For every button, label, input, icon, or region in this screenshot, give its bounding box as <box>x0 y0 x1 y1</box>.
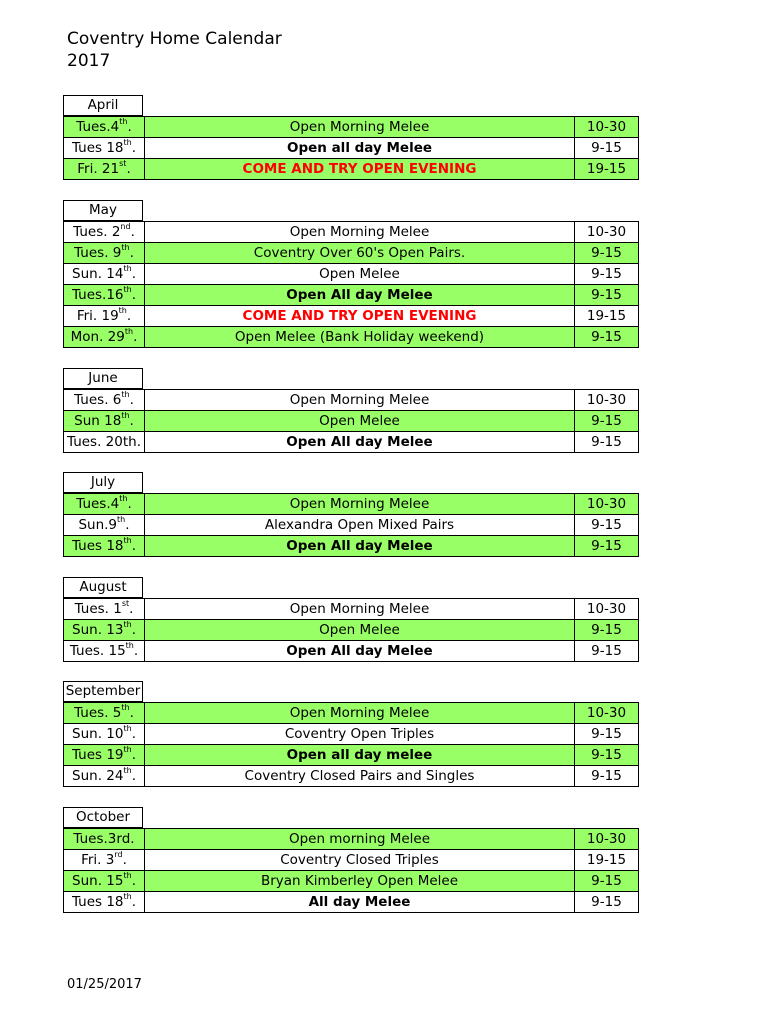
date-day: Sun. 24 <box>72 768 124 784</box>
event-date <box>64 766 145 787</box>
date-suffix: rd <box>114 850 123 859</box>
date-suffix: th <box>123 724 132 733</box>
event-time: 9-15 <box>575 620 639 641</box>
date-period: . <box>131 894 137 910</box>
date-suffix: th <box>121 390 130 399</box>
events-table <box>63 828 639 913</box>
month-label: October <box>63 807 143 828</box>
event-name: Open All day Melee <box>145 536 575 557</box>
table-row <box>64 536 639 557</box>
event-time: 10-30 <box>575 390 639 411</box>
date-suffix: th <box>123 620 132 629</box>
event-date <box>64 432 145 453</box>
event-time: 9-15 <box>575 411 639 432</box>
date-period: . <box>131 622 136 638</box>
date-period: . <box>131 287 137 303</box>
table-row <box>64 641 639 662</box>
date-suffix: th <box>123 138 132 147</box>
event-name: Open Morning Melee <box>145 599 575 620</box>
date-period: . <box>131 747 137 763</box>
month-label: May <box>63 200 143 221</box>
event-name: Open Melee (Bank Holiday weekend) <box>145 327 575 348</box>
date-day: Fri. 19 <box>76 308 119 324</box>
event-name: Open Morning Melee <box>145 117 575 138</box>
date-period: . <box>129 413 134 429</box>
event-time: 9-15 <box>575 745 639 766</box>
table-row <box>64 390 639 411</box>
date-period: . <box>131 873 136 889</box>
date-day: Tues.3rd. <box>73 831 135 847</box>
event-date <box>64 829 145 850</box>
events-table <box>63 116 639 180</box>
events-table <box>63 221 639 348</box>
month-section <box>63 368 639 453</box>
month-section <box>63 681 639 787</box>
date-period: . <box>127 119 132 135</box>
table-row <box>64 138 639 159</box>
event-time: 9-15 <box>575 515 639 536</box>
event-time: 9-15 <box>575 892 639 913</box>
month-section <box>63 577 639 662</box>
date-period: . <box>131 266 136 282</box>
event-date <box>64 327 145 348</box>
date-day: Sun. 15 <box>72 873 124 889</box>
event-date <box>64 515 145 536</box>
event-date <box>64 599 145 620</box>
event-date <box>64 745 145 766</box>
month-label: June <box>63 368 143 389</box>
date-period: . <box>126 308 132 324</box>
event-name: Open All day Melee <box>145 432 575 453</box>
date-period: . <box>129 601 134 617</box>
event-time: 10-30 <box>575 599 639 620</box>
date-suffix: th <box>118 306 127 315</box>
event-name: Coventry Closed Pairs and Singles <box>145 766 575 787</box>
event-date <box>64 138 145 159</box>
date-day: Fri. 21 <box>77 161 120 177</box>
event-date <box>64 620 145 641</box>
date-day: Tues. 20th. <box>67 434 141 450</box>
date-day: Sun. 14 <box>72 266 124 282</box>
date-day: Sun.9 <box>78 517 118 533</box>
date-period: . <box>122 852 127 868</box>
date-period: . <box>127 496 132 512</box>
event-date <box>64 390 145 411</box>
date-suffix: th <box>125 641 134 650</box>
month-label: April <box>63 95 143 116</box>
date-day: Tues. 1 <box>74 601 122 617</box>
date-day: Tues 18 <box>71 894 124 910</box>
events-table <box>63 702 639 787</box>
date-suffix: th <box>121 243 130 252</box>
event-time: 9-15 <box>575 243 639 264</box>
table-row <box>64 766 639 787</box>
table-row <box>64 117 639 138</box>
event-time: 9-15 <box>575 766 639 787</box>
event-name: Open Morning Melee <box>145 494 575 515</box>
event-name: COME AND TRY OPEN EVENING <box>145 159 575 180</box>
events-table <box>63 389 639 453</box>
event-name: Bryan Kimberley Open Melee <box>145 871 575 892</box>
date-suffix: th <box>121 703 130 712</box>
event-time: 10-30 <box>575 494 639 515</box>
date-suffix: th <box>117 515 126 524</box>
event-time: 19-15 <box>575 159 639 180</box>
date-period: . <box>131 538 137 554</box>
event-name: Coventry Over 60's Open Pairs. <box>145 243 575 264</box>
event-time: 9-15 <box>575 327 639 348</box>
date-suffix: st <box>119 159 127 168</box>
table-row <box>64 327 639 348</box>
event-date <box>64 243 145 264</box>
date-period: . <box>126 161 131 177</box>
date-day: Sun. 10 <box>72 726 124 742</box>
event-date <box>64 222 145 243</box>
month-section <box>63 95 639 180</box>
date-period: . <box>129 392 134 408</box>
events-table <box>63 598 639 662</box>
table-row <box>64 724 639 745</box>
date-suffix: th <box>121 411 130 420</box>
event-time: 9-15 <box>575 641 639 662</box>
date-day: Tues. 2 <box>73 224 121 240</box>
event-name: Open All day Melee <box>145 285 575 306</box>
date-day: Fri. 3 <box>81 852 115 868</box>
event-name: All day Melee <box>145 892 575 913</box>
event-time: 10-30 <box>575 222 639 243</box>
date-day: Tues. 9 <box>74 245 122 261</box>
date-day: Tues.16 <box>71 287 124 303</box>
event-name: Open all day melee <box>145 745 575 766</box>
date-day: Tues 19 <box>71 747 124 763</box>
date-day: Mon. 29 <box>70 329 125 345</box>
event-time: 9-15 <box>575 432 639 453</box>
table-row <box>64 411 639 432</box>
date-suffix: th <box>119 117 128 126</box>
event-date <box>64 494 145 515</box>
event-name: Coventry Closed Triples <box>145 850 575 871</box>
table-row <box>64 871 639 892</box>
month-label: July <box>63 472 143 493</box>
table-row <box>64 892 639 913</box>
event-date <box>64 411 145 432</box>
event-time: 9-15 <box>575 724 639 745</box>
event-time: 10-30 <box>575 703 639 724</box>
table-row <box>64 159 639 180</box>
footer-date: 01/25/2017 <box>67 977 142 992</box>
event-name: Open Morning Melee <box>145 390 575 411</box>
date-suffix: nd <box>120 222 131 231</box>
date-day: Tues 18 <box>71 538 124 554</box>
date-period: . <box>129 705 134 721</box>
event-date <box>64 703 145 724</box>
event-time: 9-15 <box>575 871 639 892</box>
event-name: Alexandra Open Mixed Pairs <box>145 515 575 536</box>
event-name: Open morning Melee <box>145 829 575 850</box>
month-label: September <box>63 681 143 702</box>
month-section <box>63 472 639 557</box>
date-period: . <box>125 517 130 533</box>
event-date <box>64 536 145 557</box>
event-date <box>64 892 145 913</box>
table-row <box>64 829 639 850</box>
date-suffix: th <box>124 327 134 336</box>
date-suffix: th <box>123 285 132 294</box>
date-suffix: th <box>123 536 132 545</box>
event-date <box>64 724 145 745</box>
date-day: Tues 18 <box>71 140 124 156</box>
table-row <box>64 285 639 306</box>
date-day: Sun 18 <box>74 413 122 429</box>
events-table <box>63 493 639 557</box>
page-title: Coventry Home Calendar <box>67 29 282 49</box>
date-day: Tues. 5 <box>74 705 122 721</box>
date-period: . <box>129 245 134 261</box>
table-row <box>64 850 639 871</box>
event-name: Open Melee <box>145 411 575 432</box>
event-name: Open All day Melee <box>145 641 575 662</box>
event-name: COME AND TRY OPEN EVENING <box>145 306 575 327</box>
date-day: Tues. 15 <box>69 643 126 659</box>
table-row <box>64 515 639 536</box>
month-section <box>63 200 639 348</box>
date-day: Tues.4 <box>76 119 120 135</box>
event-name: Open Melee <box>145 264 575 285</box>
table-row <box>64 703 639 724</box>
date-period: . <box>133 643 139 659</box>
table-row <box>64 599 639 620</box>
date-suffix: th <box>123 871 132 880</box>
table-row <box>64 222 639 243</box>
date-period: . <box>131 140 137 156</box>
event-date <box>64 285 145 306</box>
date-suffix: th <box>123 264 132 273</box>
date-period: . <box>130 224 135 240</box>
event-time: 9-15 <box>575 138 639 159</box>
date-period: . <box>131 726 136 742</box>
page-year: 2017 <box>67 51 111 71</box>
event-time: 9-15 <box>575 285 639 306</box>
event-date <box>64 264 145 285</box>
event-date <box>64 159 145 180</box>
date-suffix: th <box>123 745 132 754</box>
event-name: Coventry Open Triples <box>145 724 575 745</box>
event-time: 9-15 <box>575 536 639 557</box>
event-name: Open all day Melee <box>145 138 575 159</box>
date-day: Tues.4 <box>76 496 120 512</box>
event-name: Open Morning Melee <box>145 703 575 724</box>
month-label: August <box>63 577 143 598</box>
date-suffix: th <box>123 766 132 775</box>
event-time: 10-30 <box>575 829 639 850</box>
event-time: 10-30 <box>575 117 639 138</box>
date-suffix: th <box>123 892 132 901</box>
table-row <box>64 745 639 766</box>
date-suffix: st <box>121 599 130 608</box>
event-name: Open Melee <box>145 620 575 641</box>
date-suffix: th <box>119 494 128 503</box>
event-name: Open Morning Melee <box>145 222 575 243</box>
event-time: 19-15 <box>575 850 639 871</box>
event-time: 19-15 <box>575 306 639 327</box>
table-row <box>64 243 639 264</box>
date-period: . <box>133 329 138 345</box>
event-date <box>64 871 145 892</box>
date-period: . <box>131 768 136 784</box>
event-date <box>64 306 145 327</box>
event-date <box>64 641 145 662</box>
table-row <box>64 264 639 285</box>
date-day: Sun. 13 <box>72 622 124 638</box>
table-row <box>64 432 639 453</box>
event-time: 9-15 <box>575 264 639 285</box>
table-row <box>64 494 639 515</box>
event-date <box>64 117 145 138</box>
date-day: Tues. 6 <box>74 392 122 408</box>
event-date <box>64 850 145 871</box>
month-section <box>63 807 639 913</box>
table-row <box>64 620 639 641</box>
table-row <box>64 306 639 327</box>
